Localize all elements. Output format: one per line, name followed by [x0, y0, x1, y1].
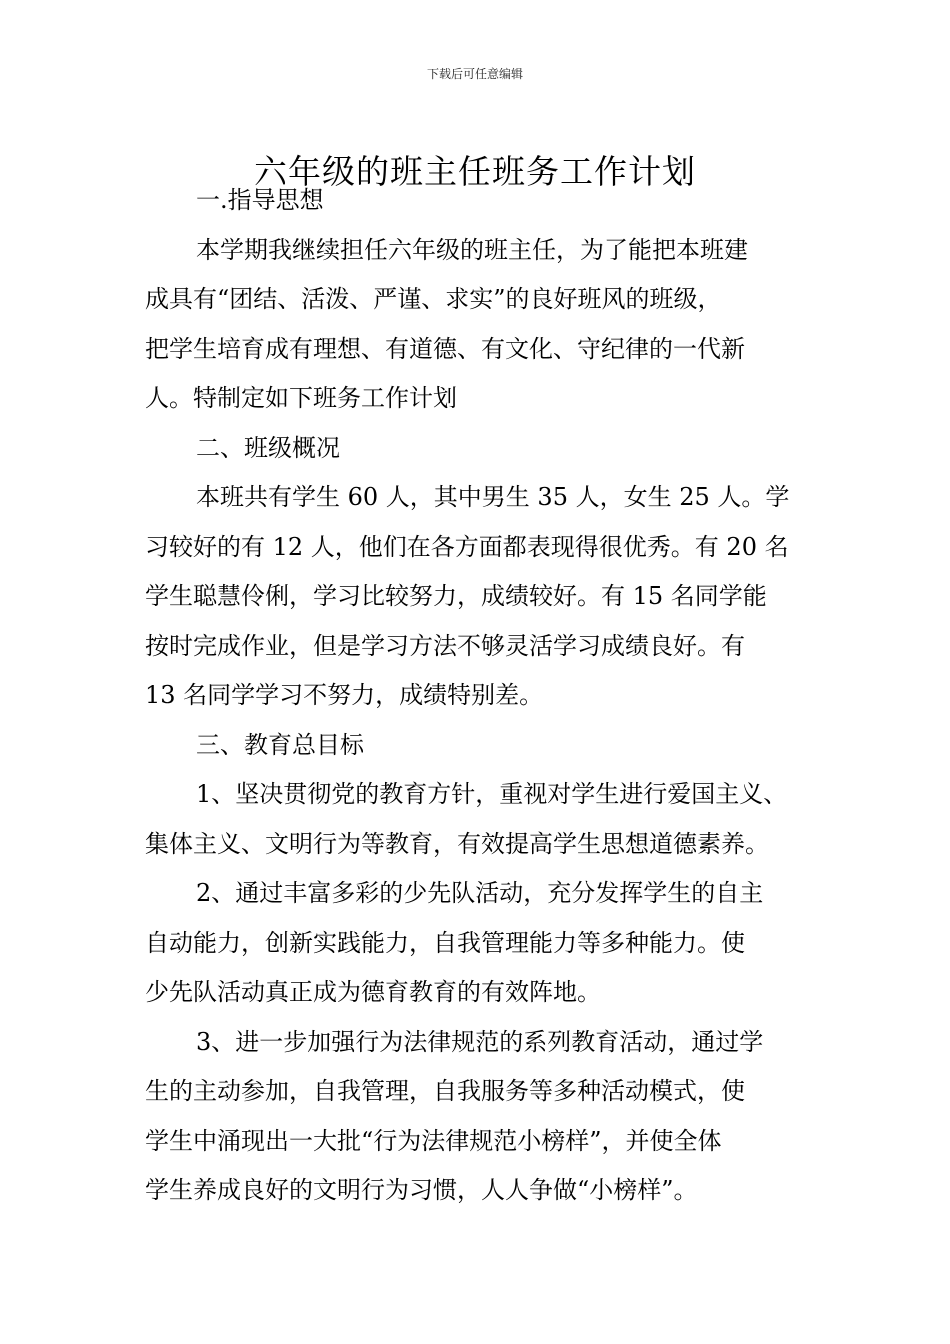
paragraph-line: 人。特制定如下班务工作计划: [145, 384, 457, 412]
paragraph: [145, 770, 825, 869]
document-title: 六年级的班主任班务工作计划: [254, 152, 696, 192]
paragraph-line: 学生聪慧伶俐，学习比较努力，成绩较好。有 15 名同学能: [145, 582, 767, 610]
paragraph-line: 3、进一步加强行为法律规范的系列教育活动，通过学: [196, 1027, 764, 1056]
paragraph-line: 学生中涌现出一大批“行为法律规范小榜样”，并使全体: [145, 1126, 722, 1155]
paragraph-line: 生的主动参加，自我管理，自我服务等多种活动模式，使: [145, 1077, 745, 1105]
paragraph-line: 把学生培育成有理想、有道德、有文化、守纪律的一代新: [145, 334, 745, 363]
paragraph-line: 习较好的有 12 人，他们在各方面都表现得很优秀。有 20 名: [145, 532, 789, 561]
paragraph: [145, 473, 825, 721]
section-heading: 二、班级概况: [196, 433, 340, 462]
section-heading: 三、教育总目标: [196, 730, 364, 759]
paragraph: [145, 1018, 825, 1216]
paragraph-line: 成具有“团结、活泼、严谨、求实”的良好班风的班级，: [145, 285, 722, 313]
paragraph: [145, 226, 825, 424]
paragraph-line: 本班共有学生 60 人，其中男生 35 人，女生 25 人。学: [196, 483, 790, 511]
document-body: [145, 176, 825, 1216]
paragraph-line: 2、通过丰富多彩的少先队活动，充分发挥学生的自主: [196, 879, 764, 907]
paragraph: [145, 869, 825, 1018]
paragraph-line: 集体主义、文明行为等教育，有效提高学生思想道德素养。: [145, 829, 769, 858]
paragraph-line: 按时完成作业，但是学习方法不够灵活学习成绩良好。有: [145, 631, 745, 660]
header-note: 下载后可任意编辑: [426, 67, 523, 81]
paragraph-line: 少先队活动真正成为德育教育的有效阵地。: [145, 978, 601, 1006]
paragraph-line: 学生养成良好的文明行为习惯，人人争做“小榜样”。: [145, 1176, 698, 1204]
paragraph-line: 1、坚决贯彻党的教育方针，重视对学生进行爱国主义、: [196, 780, 788, 808]
paragraph-line: 自动能力，创新实践能力，自我管理能力等多种能力。使: [145, 928, 745, 957]
paragraph-line: 本学期我继续担任六年级的班主任，为了能把本班建: [196, 235, 748, 264]
section-heading: 一.指导思想: [196, 186, 324, 214]
paragraph-line: 13 名同学学习不努力，成绩特别差。: [145, 681, 544, 709]
